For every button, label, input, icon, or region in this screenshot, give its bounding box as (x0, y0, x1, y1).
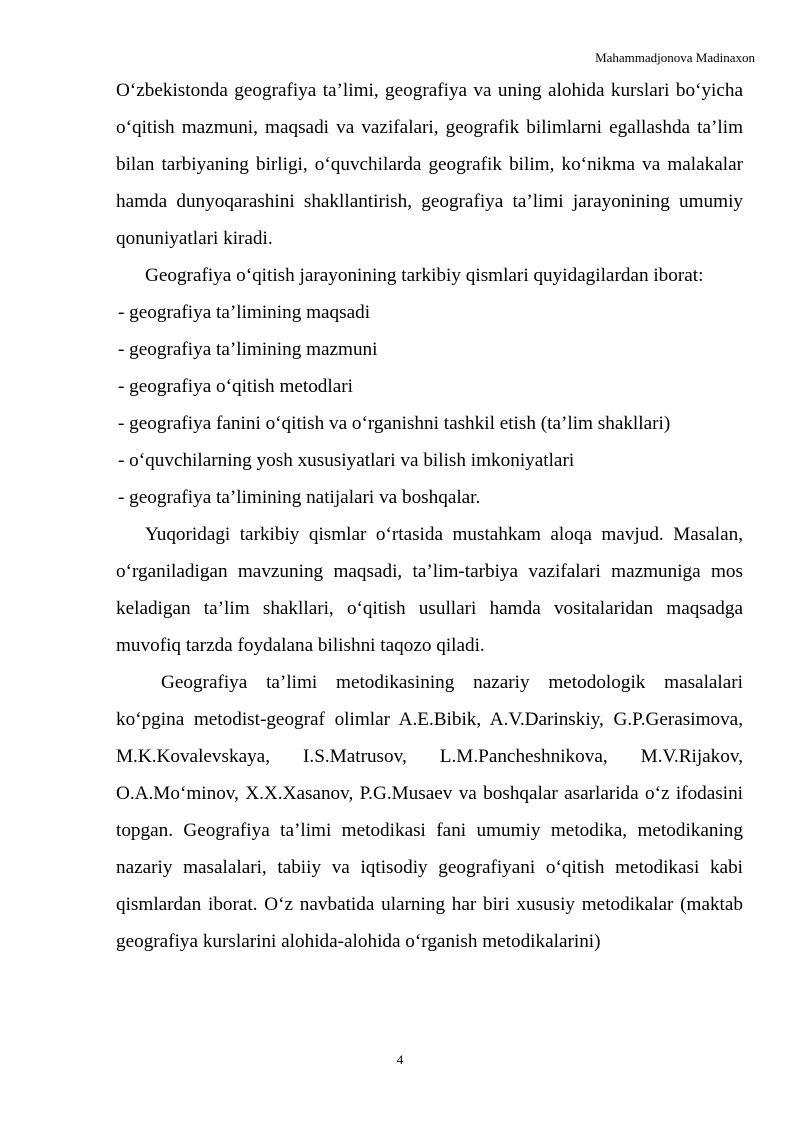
page-number: 4 (396, 1052, 404, 1067)
list-item: - geografiya ta’limining natijalari va boshqalar. (118, 487, 481, 508)
paragraph-components-lead: Geografiya o‘qitish jarayonining tarkibiy qismlari quyidagilardan iborat: (145, 265, 704, 286)
body-text (116, 72, 743, 960)
list-item: - geografiya ta’limining mazmuni (118, 339, 378, 360)
components-list (116, 294, 743, 516)
page-header-author: Mahammadjonova Madinaxon (595, 50, 755, 65)
list-item: - o‘quvchilarning yosh xususiyatlari va bilish imkoniyatlari (118, 450, 575, 471)
list-item: - geografiya ta’limining maqsadi (118, 302, 371, 323)
paragraph-relations: Yuqoridagi tarkibiy qismlar o‘rtasida mustahkam aloqa mavjud. Masalan, o‘rganiladigan mavzuning maqsadi, ta’lim-tarbiya vazifalari mazmuniga mos keladigan ta’lim shakllari, o‘qitish usullari hamda vositalaridan maqsadga muvofiq tarzda foydalana bilishni taqozo qiladi. (116, 524, 743, 656)
list-item: - geografiya fanini o‘qitish va o‘rganishni tashkil etish (ta’lim shakllari) (118, 413, 671, 434)
list-item: - geografiya o‘qitish metodlari (118, 376, 353, 397)
paragraph-intro: O‘zbekistonda geografiya ta’limi, geografiya va uning alohida kurslari bo‘yicha o‘qitish mazmuni, maqsadi va vazifalari, geografik bilimlarni egallashda ta’lim bilan tarbiyaning birligi, o‘quvchilarda geografik bilim, ko‘nikma va malakalar hamda dunyoqarashini shakllantirish, geografiya ta’limi jarayonining umumiy qonuniyatlari kiradi. (116, 80, 743, 249)
paragraph-methodology: Geografiya ta’limi metodikasining nazariy metodologik masalalari ko‘pgina metodist-geograf olimlar A.E.Bibik, A.V.Darinskiy, G.P.Gerasimova, M.K.Kovalevskaya, I.S.Matrusov, L.M.Pancheshnikova, M.V.Rijakov, O.A.Mo‘minov, X.X.Xasanov, P.G.Musaev va boshqalar asarlarida o‘z ifodasini topgan. Geografiya ta’limi metodikasi fani umumiy metodika, metodikaning nazariy masalalari, tabiiy va iqtisodiy geografiyani o‘qitish metodikasi kabi qismlardan iborat. O‘z navbatida ularning har biri xususiy metodikalar (maktab geografiya kurslarini alohida-alohida o‘rganish metodikalarini) (116, 672, 743, 952)
